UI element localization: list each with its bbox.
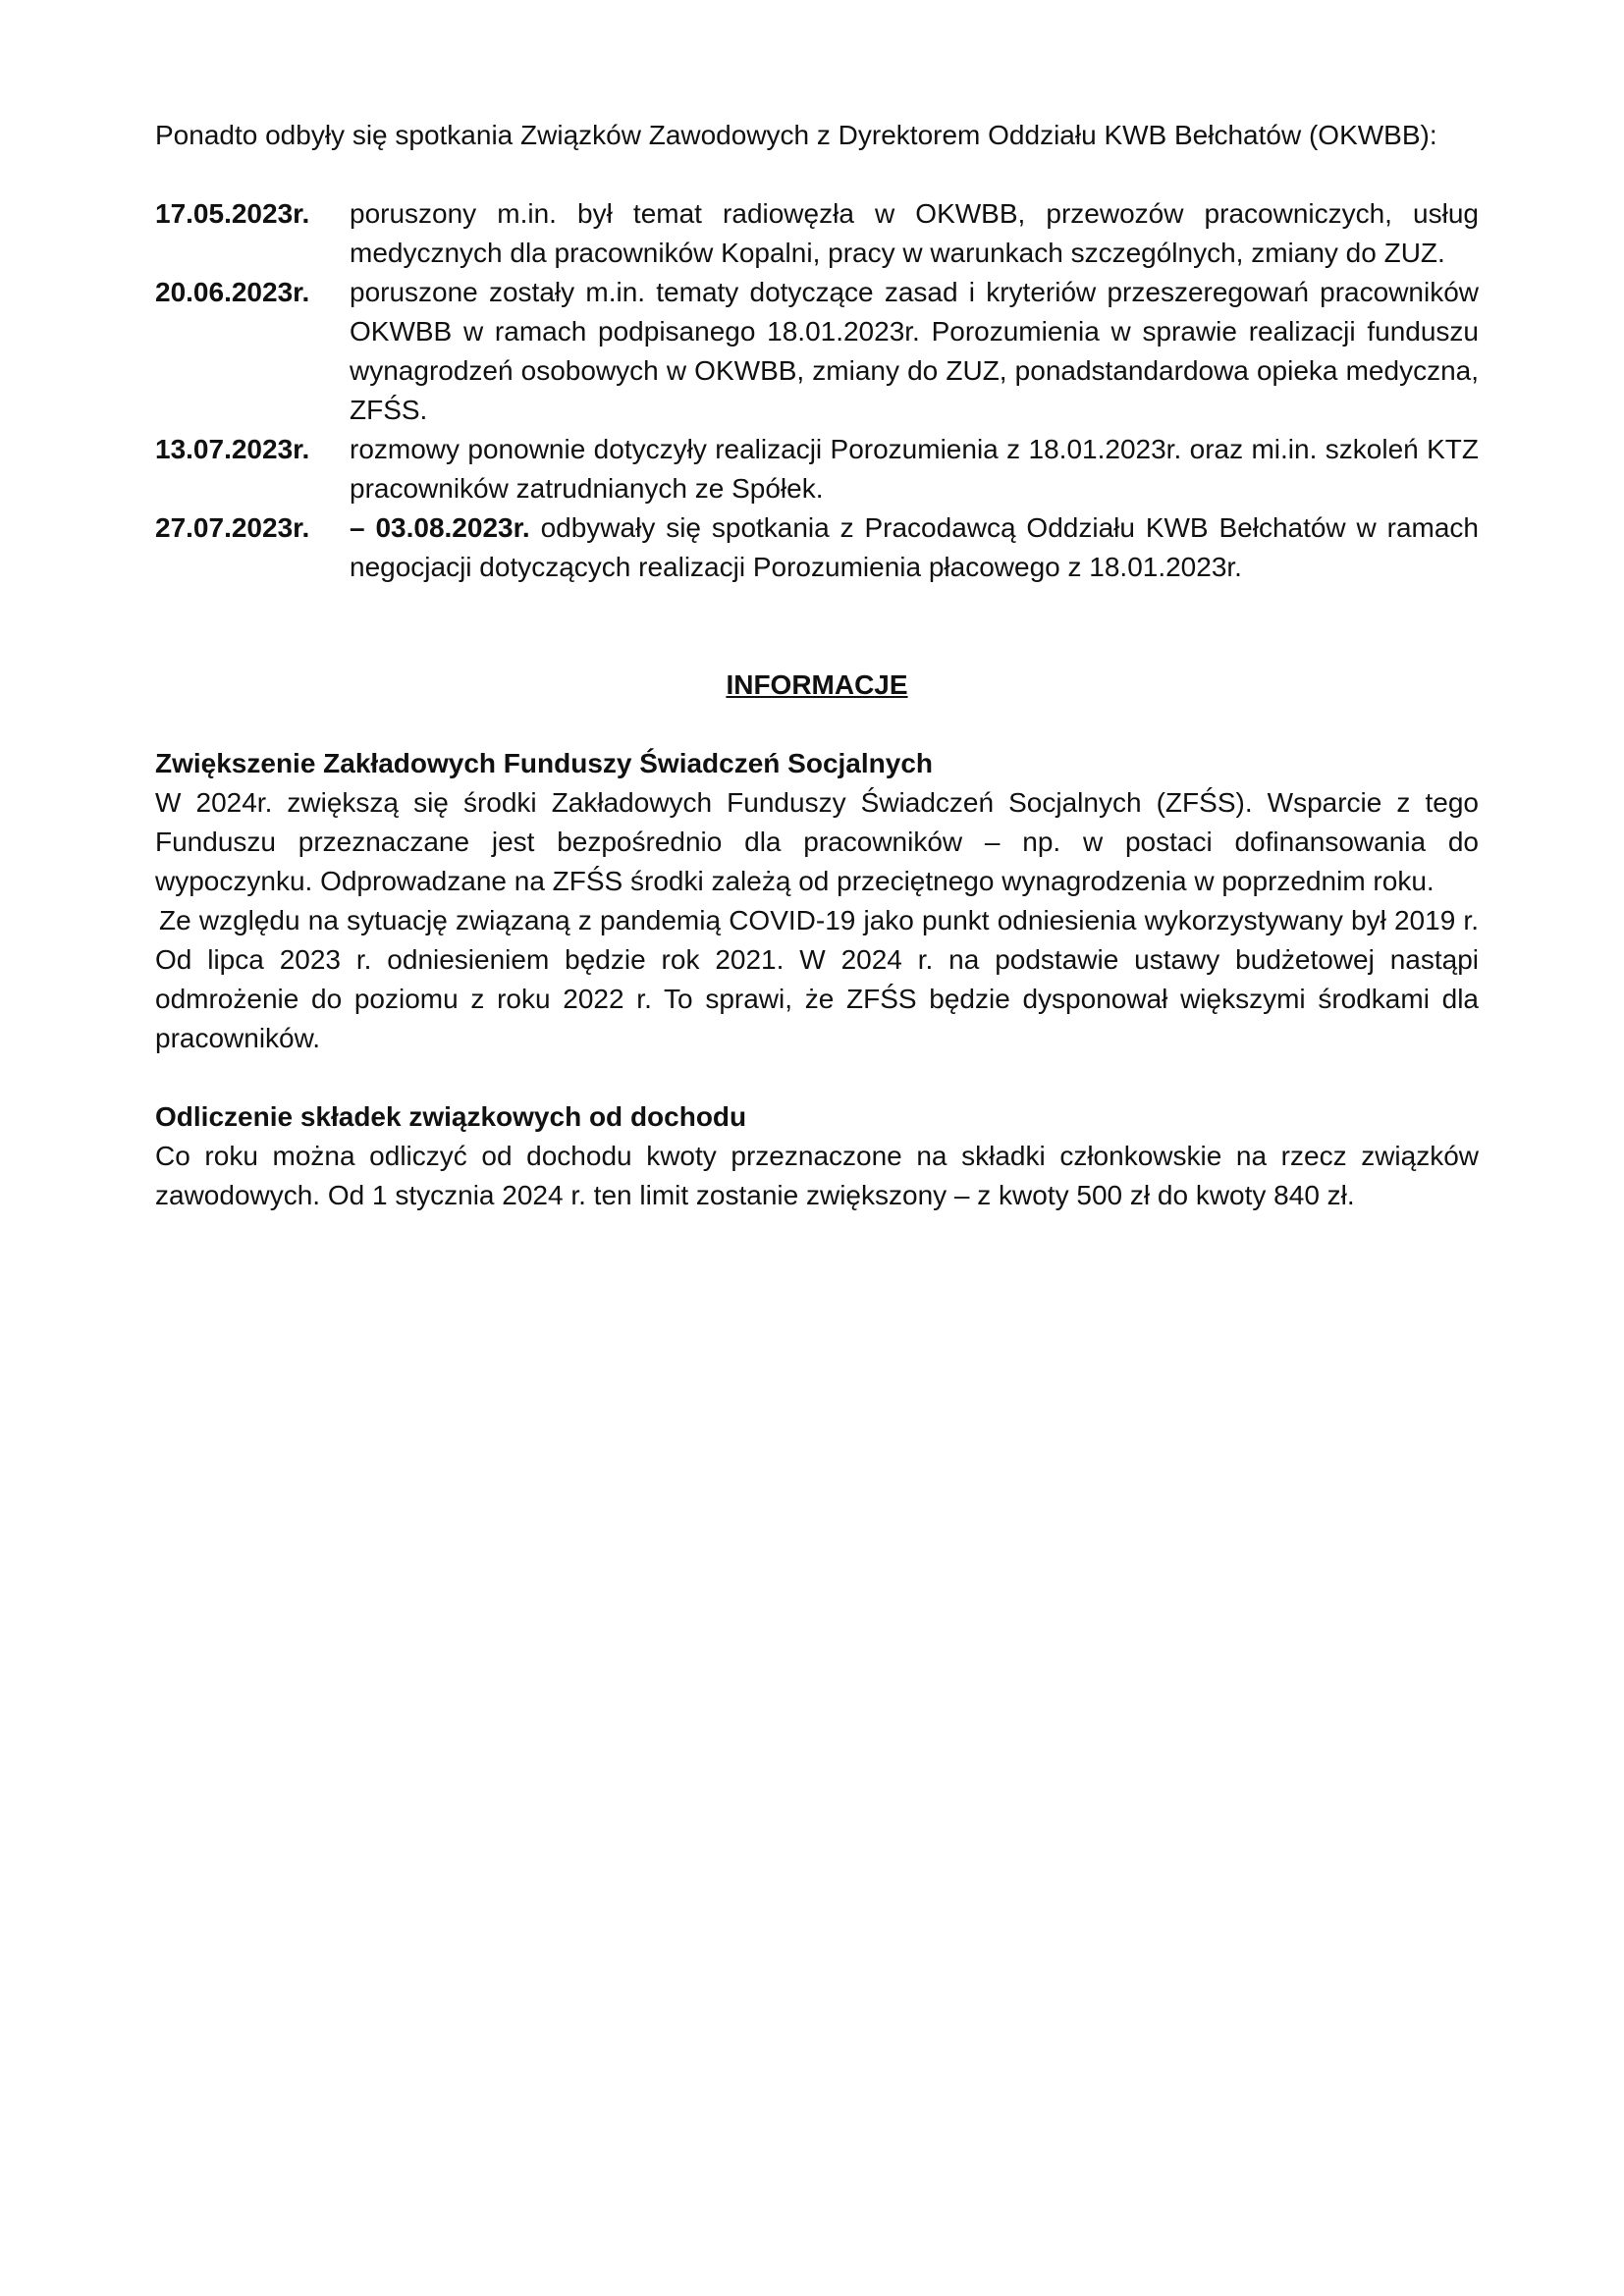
- dues-paragraph: Co roku można odliczyć od dochodu kwoty przeznaczone na składki członkowskie na rzecz związków zawodowych. Od 1 stycznia 2024 r. ten limit zostanie zwiększony – z kwoty 500 zł do kwoty 840 zł.: [155, 1141, 1479, 1210]
- meeting-item: [155, 430, 1479, 508]
- meetings-list: [155, 194, 1479, 587]
- section-title: INFORMACJE: [726, 669, 908, 700]
- meeting-date-end: – 03.08.2023r.: [350, 512, 530, 543]
- meeting-text: rozmowy ponownie dotyczyły realizacji Porozumienia z 18.01.2023r. oraz mi.in. szkoleń KTZ pracowników zatrudnianych ze Spółek.: [350, 434, 1479, 504]
- zfss-paragraph-1: W 2024r. zwiększą się środki Zakładowych Funduszy Świadczeń Socjalnych (ZFŚS). Wsparcie z tego Funduszu przeznaczane jest bezpośrednio dla pracowników – np. w postaci dofinansowania do wypoczynku. Odprowadzane na ZFŚS środki zależą od przeciętnego wynagrodzenia w poprzednim roku.: [155, 787, 1479, 896]
- dues-section: [155, 1097, 1479, 1215]
- meeting-item: [155, 273, 1479, 430]
- zfss-section: [155, 744, 1479, 1058]
- meeting-text: poruszony m.in. był temat radiowęzła w OKWBB, przewozów pracowniczych, usług medycznych dla pracowników Kopalni, pracy w warunkach szczególnych, zmiany do ZUZ.: [350, 198, 1479, 268]
- meeting-date: 13.07.2023r.: [155, 434, 310, 464]
- meeting-date: 20.06.2023r.: [155, 277, 310, 307]
- meeting-text: poruszone zostały m.in. tematy dotyczące zasad i kryteriów przeszeregowań pracowników OKWBB w ramach podpisanego 18.01.2023r. Porozumienia w sprawie realizacji funduszu wynagrodzeń osobowych w OKWBB, zmiany do ZUZ, ponadstandardowa opieka medyczna, ZFŚS.: [350, 277, 1479, 425]
- intro-paragraph: Ponadto odbyły się spotkania Związków Zawodowych z Dyrektorem Oddziału KWB Bełchatów (OKWBB):: [155, 120, 1437, 150]
- meeting-item: [155, 194, 1479, 273]
- meeting-text-with-range: [350, 508, 1479, 587]
- dues-heading: Odliczenie składek związkowych od dochodu: [155, 1101, 747, 1132]
- document-page: [155, 116, 1479, 1255]
- meeting-date: 27.07.2023r.: [155, 512, 310, 543]
- meeting-item: [155, 508, 1479, 587]
- zfss-heading: Zwiększenie Zakładowych Funduszy Świadczeń Socjalnych: [155, 748, 934, 778]
- meeting-date: 17.05.2023r.: [155, 198, 310, 229]
- zfss-paragraph-2: Ze względu na sytuację związaną z pandemią COVID-19 jako punkt odniesienia wykorzystywany był 2019 r. Od lipca 2023 r. odniesieniem będzie rok 2021. W 2024 r. na podstawie ustawy budżetowej nastąpi odmrożenie do poziomu z roku 2022 r. To sprawi, że ZFŚS będzie dysponował większymi środkami dla pracowników.: [155, 905, 1479, 1053]
- meeting-text: odbywały się spotkania z Pracodawcą Oddziału KWB Bełchatów w ramach negocjacji dotyczących realizacji Porozumienia płacowego z 18.01.2023r.: [350, 512, 1479, 582]
